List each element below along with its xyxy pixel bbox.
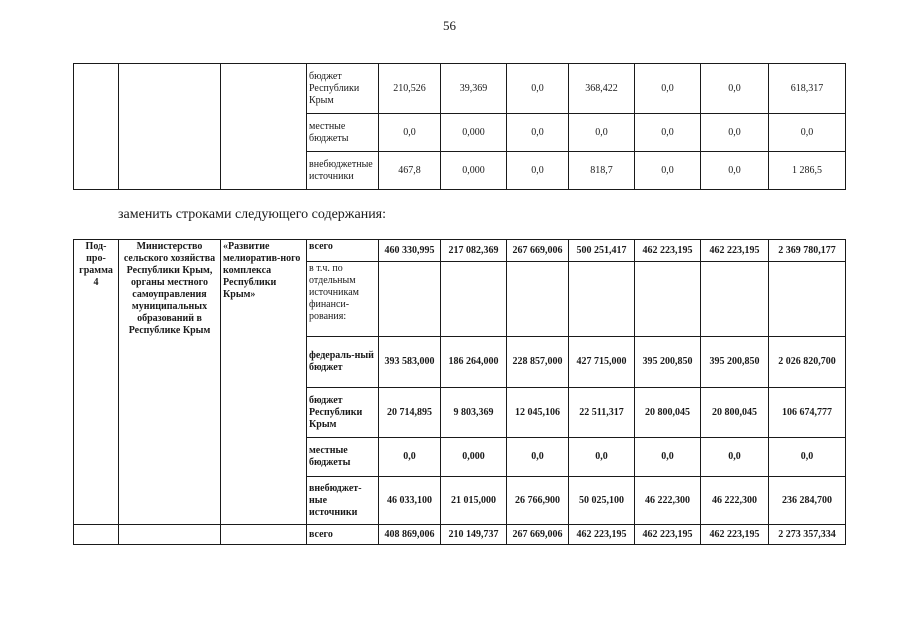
- value-cell: 20 800,045: [635, 388, 701, 438]
- value-cell: 0,0: [701, 152, 769, 190]
- value-cell: 2 026 820,700: [769, 337, 846, 388]
- value-cell: 0,000: [441, 152, 507, 190]
- value-cell: 0,0: [635, 438, 701, 477]
- value-cell: 818,7: [569, 152, 635, 190]
- value-cell: 39,369: [441, 64, 507, 114]
- program-cell: Под-про-грамма 4: [74, 240, 119, 525]
- value-cell: 395 200,850: [635, 337, 701, 388]
- value-cell: 618,317: [769, 64, 846, 114]
- value-cell: 0,0: [701, 64, 769, 114]
- value-cell: 0,0: [379, 114, 441, 152]
- value-cell: [379, 262, 441, 337]
- value-cell: [441, 262, 507, 337]
- value-cell: 0,0: [635, 64, 701, 114]
- value-cell: 0,0: [569, 114, 635, 152]
- value-cell: 9 803,369: [441, 388, 507, 438]
- value-cell: 50 025,100: [569, 477, 635, 525]
- value-cell: [569, 262, 635, 337]
- value-cell: 0,0: [701, 438, 769, 477]
- budget-table-previous: [73, 63, 846, 190]
- value-cell: 467,8: [379, 152, 441, 190]
- value-cell: 0,0: [507, 64, 569, 114]
- value-cell: 0,0: [769, 438, 846, 477]
- value-cell: 228 857,000: [507, 337, 569, 388]
- value-cell: 2 273 357,334: [769, 525, 846, 545]
- value-cell: 186 264,000: [441, 337, 507, 388]
- value-cell: 500 251,417: [569, 240, 635, 262]
- value-cell: 368,422: [569, 64, 635, 114]
- value-cell: 462 223,195: [701, 525, 769, 545]
- value-cell: 0,000: [441, 438, 507, 477]
- value-cell: 21 015,000: [441, 477, 507, 525]
- program-name-cell: «Развитие мелиоратив-ного комплекса Республики Крым»: [221, 240, 307, 525]
- program-cell-empty: [74, 64, 119, 190]
- value-cell: 1 286,5: [769, 152, 846, 190]
- value-cell: 462 223,195: [701, 240, 769, 262]
- source-label: федераль-ный бюджет: [307, 337, 379, 388]
- value-cell: 20 800,045: [701, 388, 769, 438]
- value-cell: 26 766,900: [507, 477, 569, 525]
- executor-cell: Министерство сельского хозяйства Республики Крым, органы местного самоуправления муниципальных образований в Республике Крым: [119, 240, 221, 525]
- source-label: бюджет Республики Крым: [307, 64, 379, 114]
- value-cell: 393 583,000: [379, 337, 441, 388]
- replace-instruction: заменить строками следующего содержания:: [118, 207, 387, 222]
- table-row: [74, 240, 846, 262]
- value-cell: 267 669,006: [507, 525, 569, 545]
- value-cell: 236 284,700: [769, 477, 846, 525]
- value-cell: 0,0: [569, 438, 635, 477]
- source-label: бюджет Республики Крым: [307, 388, 379, 438]
- value-cell: 217 082,369: [441, 240, 507, 262]
- value-cell: 0,0: [507, 438, 569, 477]
- value-cell: 0,000: [441, 114, 507, 152]
- value-cell: 395 200,850: [701, 337, 769, 388]
- source-label: внебюджет-ные источники: [307, 477, 379, 525]
- source-label: местные бюджеты: [307, 114, 379, 152]
- value-cell: [701, 262, 769, 337]
- value-cell: 46 222,300: [635, 477, 701, 525]
- value-cell: 0,0: [701, 114, 769, 152]
- executor-cell-empty: [119, 525, 221, 545]
- value-cell: 460 330,995: [379, 240, 441, 262]
- source-label: в т.ч. по отдельным источникам финанси-рования:: [307, 262, 379, 337]
- name-cell-empty: [221, 525, 307, 545]
- value-cell: 0,0: [769, 114, 846, 152]
- value-cell: 210,526: [379, 64, 441, 114]
- value-cell: 2 369 780,177: [769, 240, 846, 262]
- value-cell: 46 033,100: [379, 477, 441, 525]
- value-cell: 0,0: [379, 438, 441, 477]
- value-cell: 0,0: [507, 152, 569, 190]
- budget-table-new: [73, 239, 846, 545]
- value-cell: 462 223,195: [569, 525, 635, 545]
- value-cell: 427 715,000: [569, 337, 635, 388]
- table-row: [74, 64, 846, 114]
- executor-cell-empty: [119, 64, 221, 190]
- value-cell: 408 869,006: [379, 525, 441, 545]
- value-cell: [635, 262, 701, 337]
- value-cell: 0,0: [635, 114, 701, 152]
- value-cell: 267 669,006: [507, 240, 569, 262]
- value-cell: 462 223,195: [635, 240, 701, 262]
- name-cell-empty: [221, 64, 307, 190]
- source-label: местные бюджеты: [307, 438, 379, 477]
- table-row: [74, 525, 846, 545]
- value-cell: 12 045,106: [507, 388, 569, 438]
- value-cell: 462 223,195: [635, 525, 701, 545]
- value-cell: [507, 262, 569, 337]
- value-cell: 106 674,777: [769, 388, 846, 438]
- program-cell-empty: [74, 525, 119, 545]
- source-label: внебюджетные источники: [307, 152, 379, 190]
- source-label: всего: [307, 525, 379, 545]
- source-label: всего: [307, 240, 379, 262]
- value-cell: 22 511,317: [569, 388, 635, 438]
- value-cell: [769, 262, 846, 337]
- value-cell: 46 222,300: [701, 477, 769, 525]
- value-cell: 20 714,895: [379, 388, 441, 438]
- value-cell: 0,0: [635, 152, 701, 190]
- page-number: 56: [443, 18, 456, 33]
- value-cell: 210 149,737: [441, 525, 507, 545]
- value-cell: 0,0: [507, 114, 569, 152]
